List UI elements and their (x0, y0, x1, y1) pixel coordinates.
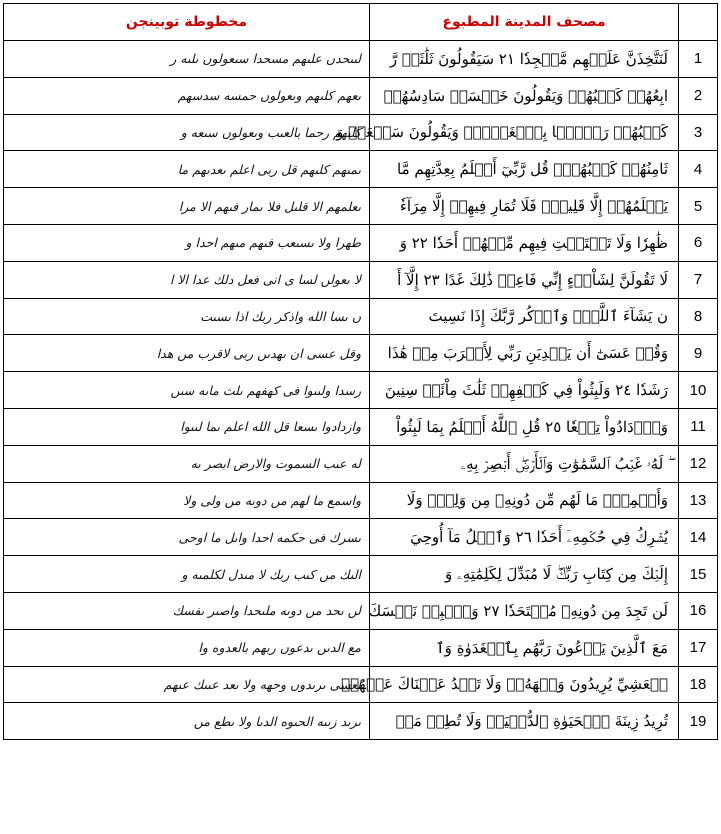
row-number-cell: 14 (679, 519, 718, 556)
manuscript-cell: ىمىهم كلىهم قل ربى اعلم ىعدىهم ما (4, 151, 370, 188)
header-row (4, 4, 718, 41)
row-number-cell: 9 (679, 335, 718, 372)
printed-text-cell: لۡعَشِيِّ يُرِيدُونَ وَجۡهَهُۥۖ وَلَا تَعۡدُ عَيۡنَاكَ عَنۡهُمۡ (370, 666, 679, 703)
manuscript-cell: لعسى ىرىدوں وحهه ولا ىعد عىىك عىهم (4, 666, 370, 703)
manuscript-cell: ىرىد زىىه الحىوه الدىا ولا ىطع مں (4, 703, 370, 740)
table-row (4, 224, 718, 261)
manuscript-cell: مع الدىں ىدعوں ربهم بالعدوه وا (4, 629, 370, 666)
table-row (4, 482, 718, 519)
row-number-cell: 11 (679, 408, 718, 445)
printed-text-cell: وَقُلۡ عَسَىٰٓ أَن يَهۡدِيَنِ رَبِّي لِأَقۡرَبَ مِنۡ هَٰذَا (370, 335, 679, 372)
manuscript-cell: ىعهم كلىهم وىعولوں حمسه سدسهم (4, 77, 370, 114)
row-number-cell: 10 (679, 372, 718, 409)
row-number-cell: 6 (679, 224, 718, 261)
printed-text-cell: وَأَسۡمِعۡۚ مَا لَهُم مِّن دُونِهِۦ مِن وَلِيّٖ وَلَا (370, 482, 679, 519)
printed-text-cell: إِلَيۡكَ مِن كِتَابِ رَبِّكَۖ لَا مُبَدِّلَ لِكَلِمَٰتِهِۦ وَ (370, 556, 679, 593)
table-row (4, 298, 718, 335)
table-row (4, 372, 718, 409)
printed-text-cell: ۖ لَهُۥ غَيۡبُ ٱلسَّمَٰوَٰتِ وَٱلۡأَرۡضِۖ أَبۡصِرۡ بِهِۦ (370, 445, 679, 482)
manuscript-cell: ىسرك فى حكمه احدا واىل ما اوحى (4, 519, 370, 556)
row-number-cell: 17 (679, 629, 718, 666)
manuscript-cell: الىك مں كىب ربك لا مىدل لكلمىه و (4, 556, 370, 593)
table-row (4, 77, 718, 114)
printed-text-cell: ابِعُهُمۡ كَلۡبُهُمۡ وَيَقُولُونَ خَمۡسَةٞ سَادِسُهُمۡ (370, 77, 679, 114)
row-number-cell: 1 (679, 41, 718, 78)
row-number-cell: 12 (679, 445, 718, 482)
printed-text-cell: ن يَشَآءَ ٱللَّهُۚ وَٱذۡكُر رَّبَّكَ إِذَا نَسِيتَ (370, 298, 679, 335)
manuscript-cell: لىىحدں علىهم مسحدا سىعولوں ىلىه ر (4, 41, 370, 78)
manuscript-cell: له عىب السموت والارض ابصر ىه (4, 445, 370, 482)
manuscript-cell: لں ىحد مں دوىه ملىحدا واصىر ىفسك (4, 592, 370, 629)
printed-text-cell: ظَٰهِرٗا وَلَا تَسۡتَفۡتِ فِيهِم مِّنۡهُمۡ أَحَدٗا ٢٢ وَ (370, 224, 679, 261)
table-row (4, 408, 718, 445)
row-number-cell: 4 (679, 151, 718, 188)
printed-text-cell: رَشَدٗا ٢٤ وَلَبِثُواْ فِي كَهۡفِهِمۡ ثَلَٰثَ مِاْئَةٖ سِنِينَ (370, 372, 679, 409)
printed-text-cell: تُرِيدُ زِينَةَ ٱلۡحَيَوٰةِ ٱلدُّنۡيَاۖ وَلَا تُطِعۡ مَنۡ (370, 703, 679, 740)
printed-column-header: مصحف المدينة المطبوع (370, 4, 679, 41)
manuscript-cell: طهرا ولا ىسىعب فىهم مىهم احدا و (4, 224, 370, 261)
manuscript-cell: واسمع ما لهم مں دوىه مں ولى ولا (4, 482, 370, 519)
manuscript-cell: وقل عسى ان ىهدىں ربى لاقرب مں هدا (4, 335, 370, 372)
printed-text-cell: لَا تَقُولَنَّ لِشَاْيۡءٍ إِنِّي فَاعِلٞ ذَٰلِكَ غَدًا ٢٣ إِلَّآ أَ (370, 261, 679, 298)
table-row (4, 445, 718, 482)
printed-text-cell: لَنَتَّخِذَنَّ عَلَيۡهِم مَّسۡجِدٗا ٢١ سَيَقُولُونَ ثَلَٰثَةٞ رَّ (370, 41, 679, 78)
printed-text-cell: كَلۡبُهُمۡ رَجۡمَۢا بِٱلۡغَيۡبِۖ وَيَقُولُونَ سَبۡعَةٞ وَ (370, 114, 679, 151)
table-row (4, 114, 718, 151)
printed-text-cell: يَعۡلَمُهُمۡ إِلَّا قَلِيلٞۗ فَلَا تُمَارِ فِيهِمۡ إِلَّا مِرَآءٗ (370, 188, 679, 225)
row-number-cell: 2 (679, 77, 718, 114)
table-row (4, 335, 718, 372)
manuscript-cell: لا ىعولں لسا ى انى فعل دلك عدا الا ا (4, 261, 370, 298)
table-row (4, 629, 718, 666)
row-number-cell: 5 (679, 188, 718, 225)
table-row (4, 703, 718, 740)
printed-text-cell: وَٱزۡدَادُواْ تِسۡعٗا ٢٥ قُلِ ٱللَّهُ أَعۡلَمُ بِمَا لَبِثُواْ (370, 408, 679, 445)
table-row (4, 261, 718, 298)
manuscript-cell: رسدا ولىىوا فى كهفهم ىلث ماىه سىں (4, 372, 370, 409)
row-number-cell: 18 (679, 666, 718, 703)
printed-text-cell: مَعَ ٱلَّذِينَ يَدۡعُونَ رَبَّهُم بِٱلۡغَدَوٰةِ وَٱ (370, 629, 679, 666)
row-number-cell: 19 (679, 703, 718, 740)
table-row (4, 666, 718, 703)
number-column-header (679, 4, 718, 41)
row-number-cell: 15 (679, 556, 718, 593)
table-row (4, 556, 718, 593)
manuscript-cell: وازدادوا ىسعا قل الله اعلم ىما لىىوا (4, 408, 370, 445)
manuscript-cell: ں ىسا الله واذكر ربك اذا ىسىت (4, 298, 370, 335)
manuscript-cell: كلىهم رحما بالعىب وىعولوں سىعه و (4, 114, 370, 151)
table-row (4, 151, 718, 188)
table-row (4, 592, 718, 629)
printed-text-cell: ثَامِنُهُمۡ كَلۡبُهُمۡۚ قُل رَّبِّيٓ أَعۡلَمُ بِعِدَّتِهِم مَّا (370, 151, 679, 188)
row-number-cell: 16 (679, 592, 718, 629)
row-number-cell: 8 (679, 298, 718, 335)
row-number-cell: 13 (679, 482, 718, 519)
manuscript-column-header: مخطوطة توبينجن (4, 4, 370, 41)
table-row (4, 519, 718, 556)
row-number-cell: 3 (679, 114, 718, 151)
printed-text-cell: يُشۡرِكُ فِي حُكۡمِهِۦٓ أَحَدٗا ٢٦ وَٱتۡلُ مَآ أُوحِيَ (370, 519, 679, 556)
printed-text-cell: لَن تَجِدَ مِن دُونِهِۦ مُلۡتَحَدٗا ٢٧ وَٱصۡبِرۡ نَفۡسَكَ (370, 592, 679, 629)
table-row (4, 41, 718, 78)
comparison-table (3, 3, 718, 740)
manuscript-cell: ىعلمهم الا قلىل فلا ىمار فىهم الا مرا (4, 188, 370, 225)
row-number-cell: 7 (679, 261, 718, 298)
table-row (4, 188, 718, 225)
